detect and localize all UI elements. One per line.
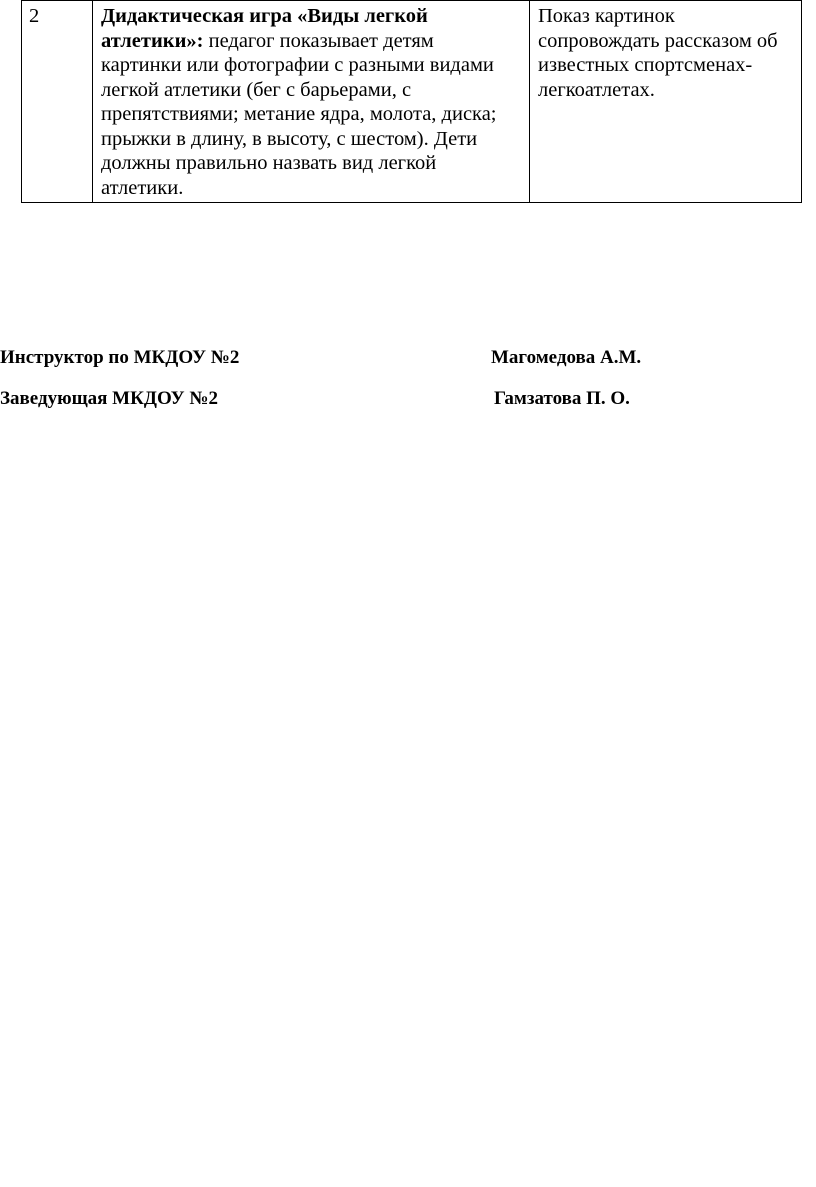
note-cell (530, 1, 802, 203)
row-number: 2 (29, 5, 40, 27)
activity-table (21, 0, 802, 203)
row-number-cell (22, 1, 93, 203)
signature-name: Гамзатова П. О. (494, 388, 630, 409)
signature-role: Заведующая МКДОУ №2 (0, 388, 218, 409)
note-text: Показ картинок сопровождать рассказом об известных спортсменах-легкоатлетах. (538, 5, 778, 101)
table-row (22, 1, 802, 203)
description-cell (93, 1, 530, 203)
signature-name: Магомедова А.М. (491, 347, 642, 368)
game-description: педагог показывает детям картинки или фотографии с разными видами легкой атлетики (бег с барьерами, с препятствиями; метание ядра, молота, диска; прыжки в длину, в высоту, с шестом). Дети должны правильно назвать вид легкой атлетики. (101, 29, 497, 199)
game-title: Дидактическая игра «Виды легкой атлетики»: (101, 5, 428, 52)
signature-role: Инструктор по МКДОУ №2 (0, 347, 240, 368)
